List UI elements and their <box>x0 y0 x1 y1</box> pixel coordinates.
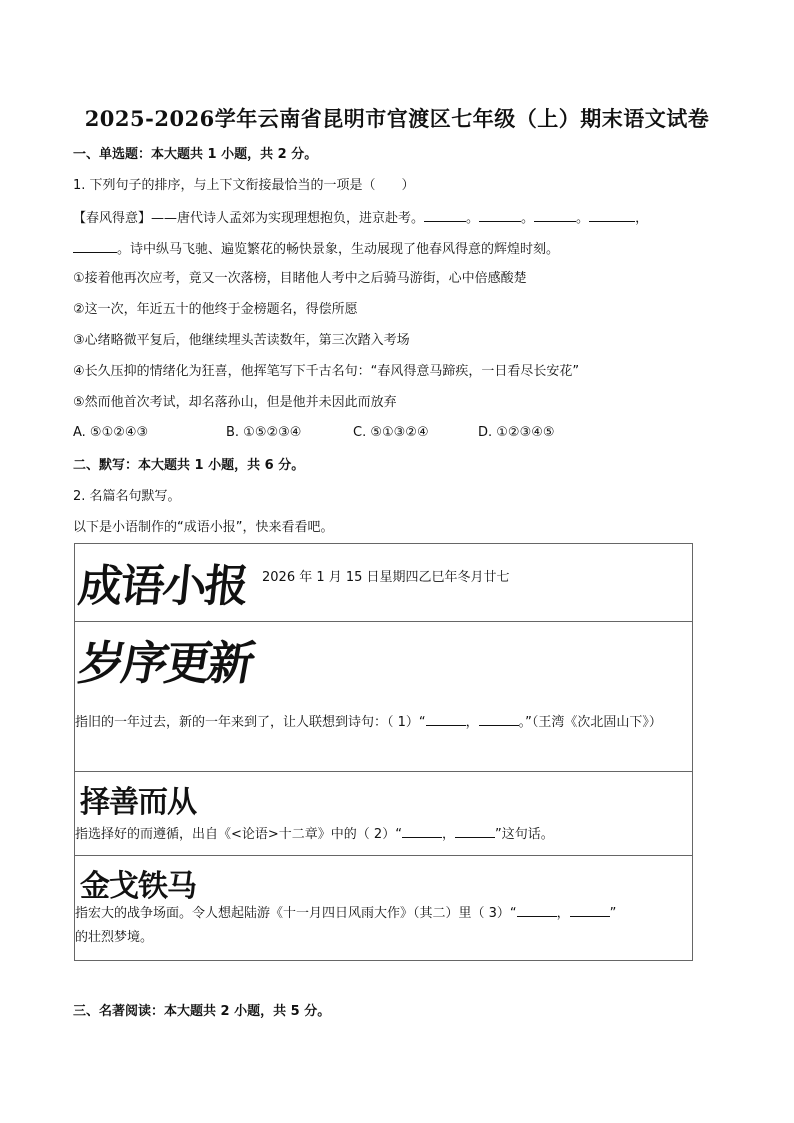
sentence-5: ⑤然而他首次考试，却名落孙山，但是他并未因此而放弃 <box>73 395 397 410</box>
context-text: 。诗中纵马飞驰、遍览繁花的畅快景象，生动展现了他春风得意的辉煌时刻。 <box>117 242 560 257</box>
idiom-3-text: 指宏大的战争场面。令人想起陆游《十一月四日风雨大作》（其二）里（ 3）“ ， ” 的壮烈梦境。 <box>75 902 689 950</box>
idiom-3-title: 金戈铁马 <box>80 869 196 904</box>
idiom-2-text: 指选择好的而遵循，出自《<论语>十二章》中的（ 2）“ ， ”这句话。 <box>75 823 554 847</box>
question-1-context-line-2 <box>73 239 559 259</box>
answer-blank <box>455 824 495 838</box>
section-1-heading: 一、单选题：本大题共 1 小题，共 2 分。 <box>73 147 318 162</box>
section-2-heading: 二、默写：本大题共 1 小题，共 6 分。 <box>73 458 305 473</box>
answer-blank <box>426 712 466 726</box>
question-1-stem: 1. 下列句子的排序，与上下文衔接最恰当的一项是（ ） <box>73 178 415 193</box>
idiom-row-3 <box>75 855 692 961</box>
idiom-2-text-a: 指选择好的而遵循，出自《<论语>十二章》中的（ 2）“ <box>75 827 402 842</box>
sentence-3: ③心绪略微平复后，他继续埋头苦读数年，第三次踏入考场 <box>73 333 410 348</box>
answer-blank <box>479 712 519 726</box>
answer-blank <box>424 208 466 222</box>
option-a[interactable]: A. ⑤①②④③ <box>73 425 149 440</box>
idiom-row-2 <box>75 771 692 856</box>
answer-blank <box>479 208 521 222</box>
option-b[interactable]: B. ①⑤②③④ <box>226 425 302 440</box>
option-c[interactable]: C. ⑤①③②④ <box>353 425 429 440</box>
answer-blank <box>589 208 635 222</box>
answer-blank <box>73 239 117 253</box>
idiom-2-text-b: ”这句话。 <box>494 827 554 842</box>
option-d[interactable]: D. ①②③④⑤ <box>478 425 555 440</box>
newspaper-date: 2026 年 1 月 15 日星期四乙巳年冬月廿七 <box>262 570 510 585</box>
idiom-newspaper <box>74 543 693 961</box>
section-3-heading: 三、名著阅读：本大题共 2 小题，共 5 分。 <box>73 1004 331 1019</box>
question-1-context-line-1: 【春风得意】——唐代诗人孟郊为实现理想抱负，进京赴考。 。 。 。 ， <box>73 208 648 228</box>
answer-blank <box>517 903 557 917</box>
answer-blank <box>534 208 576 222</box>
idiom-1-text-b: 。”（王湾《次北固山下》） <box>518 715 662 730</box>
idiom-1-text: 指旧的一年过去，新的一年来到了，让人联想到诗句：（ 1）“ ， 。”（王湾《次北固山下》） <box>75 711 689 735</box>
question-2-intro: 以下是小语制作的“成语小报”，快来看看吧。 <box>73 520 334 535</box>
idiom-1-title: 岁序更新 <box>74 636 257 690</box>
sentence-1: ①接着他再次应考，竟又一次落榜，目睹他人考中之后骑马游街，心中倍感酸楚 <box>73 271 527 286</box>
idiom-1-text-a: 指旧的一年过去，新的一年来到了，让人联想到诗句：（ 1）“ <box>75 715 426 730</box>
answer-blank <box>402 824 442 838</box>
idiom-row-1 <box>75 621 692 772</box>
sentence-2: ②这一次，年近五十的他终于金榜题名，得偿所愿 <box>73 302 358 317</box>
idiom-3-text-a: 指宏大的战争场面。令人想起陆游《十一月四日风雨大作》（其二）里（ 3）“ <box>75 906 517 921</box>
newspaper-masthead: 成语小报 <box>75 561 250 612</box>
newspaper-header-row <box>75 544 692 622</box>
answer-blank <box>570 903 610 917</box>
context-text: 【春风得意】——唐代诗人孟郊为实现理想抱负，进京赴考。 <box>73 211 425 226</box>
question-2-stem: 2. 名篇名句默写。 <box>73 489 181 504</box>
page-title: 2025-2026学年云南省昆明市官渡区七年级（上）期末语文试卷 <box>84 106 710 131</box>
idiom-3-text-b: 的壮烈梦境。 <box>75 930 154 945</box>
sentence-4: ④长久压抑的情绪化为狂喜，他挥笔写下千古名句：“春风得意马蹄疾，一日看尽长安花” <box>73 364 580 379</box>
idiom-2-title: 择善而从 <box>80 785 196 820</box>
